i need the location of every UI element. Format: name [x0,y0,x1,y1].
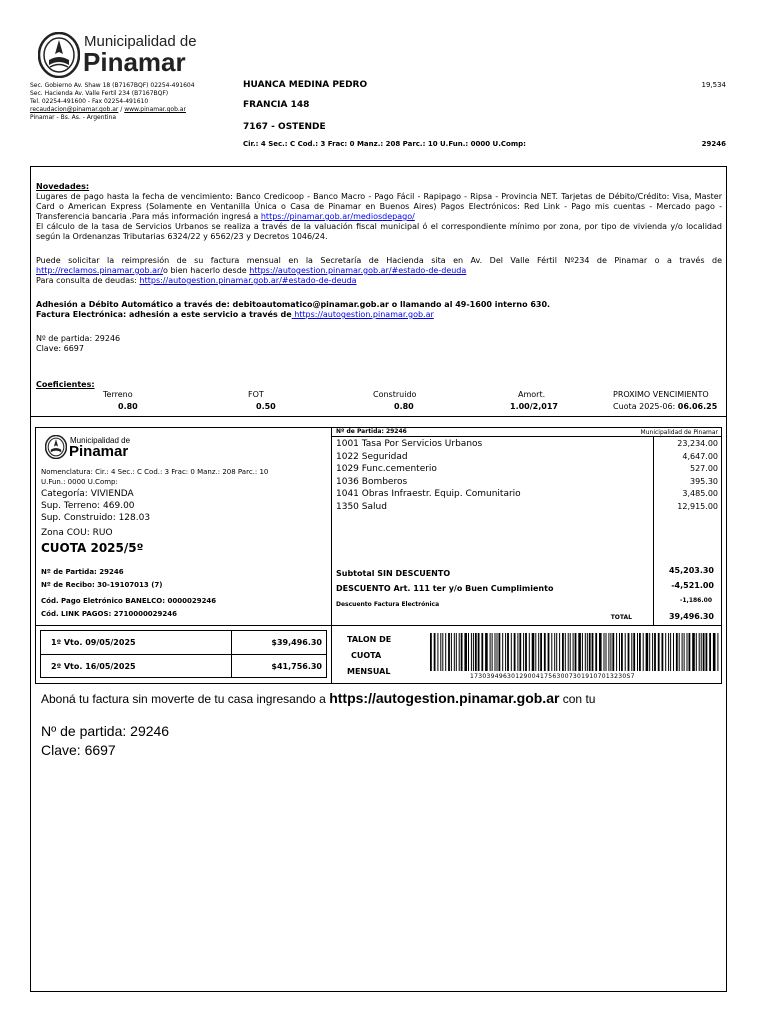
barcode-bar [448,633,450,671]
footer-message [41,690,595,706]
barcode-bar [633,633,635,671]
contact-line-3: Tel. 02254-491600 - Fax 02254-491610 [30,98,149,105]
barcode-bar [658,633,660,671]
vencimientos-row-rule [40,654,327,655]
footer-msg-text: Aboná tu factura sin moverte de tu casa ingresando a [41,692,330,706]
talon-nomenclature [41,467,268,487]
coef-terreno-label: Terreno [103,390,133,399]
barcode-bar [445,633,446,671]
coef-terreno-value: 0.80 [118,402,138,411]
barcode-bar [585,633,586,671]
novedades-tasa-calculo: El cálculo de la tasa de Servicios Urbanos se realiza a través de la valuación fiscal municipal ó el correspondiente mínimo por zona, por tipo de vivienda y/o localidad según la Ordenanzas Tributarias 6324/22 y 6562/23 y Decretos 1046/24. [36,222,722,241]
barcode-bar [551,633,552,671]
talon-divider [331,427,332,684]
coef-construido-label: Construido [373,390,417,399]
barcode-bar [665,633,666,671]
concept-item-amount: 23,234.00 [677,439,718,448]
novedades-title: Novedades: [36,182,90,191]
reimpresion-text-2: o bien hacerlo desde [163,266,250,275]
barcode-bar [478,633,480,671]
barcode-bar [456,633,457,671]
coef-construido-value: 0.80 [394,402,414,411]
barcode-bar [682,633,683,671]
concept-item-label: 1001 Tasa Por Servicios Urbanos [336,439,483,449]
barcode-bar [628,633,630,671]
barcode-bar [616,633,617,671]
barcode-bar [668,633,669,671]
barcode-bar [511,633,512,671]
barcode-bar [554,633,555,671]
concept-item-row [336,463,718,476]
concept-item-amount: 12,915.00 [677,501,718,511]
concept-item-amount: 527.00 [690,464,718,473]
barcode-bar [459,633,460,671]
barcode-bar [544,633,546,671]
contact-line-links [30,106,230,114]
concept-item-label: 1041 Obras Infraestr. Equip. Comunitario [336,489,521,499]
barcode-bar [538,633,539,671]
header-partida-number: 29246 [701,140,726,148]
barcode-bar [505,633,506,671]
barcode-bar [582,633,583,671]
barcode-bar [451,633,452,671]
talon-cuota: CUOTA 2025/5º [41,541,144,555]
desc-factura-value: -1,186.00 [679,597,712,604]
talon-banelco: Cód. Pago Eletrónico BANELCO: 0000029246 [41,597,217,605]
proximo-vencimiento [613,402,717,412]
talon-label [347,632,391,680]
barcode-bar [592,633,594,671]
barcode-bar [575,633,577,671]
contact-web-link[interactable]: www.pinamar.gob.ar [124,106,186,113]
barcode-bar [565,633,566,671]
barcode-bar [673,633,674,671]
barcode-bar [612,633,614,671]
barcode-bar [468,633,469,671]
proximo-vencimiento-label: PROXIMO VENCIMIENTO [613,390,709,399]
barcode-bar [570,633,571,671]
concept-item-row [336,438,718,451]
contact-block [30,82,230,122]
payment-barcode [430,633,720,671]
total-value: 39,496.30 [668,612,714,621]
footer-clave: Clave: 6697 [41,742,116,758]
talon-recibo: Nº de Recibo: 30-19107013 (7) [41,581,163,589]
barcode-bar [499,633,501,671]
barcode-bar [670,633,671,671]
footer-msg-text-2: con tu [559,692,596,706]
talon-partida-small: Nº de Partida: 29246 [336,428,407,435]
talon-muni-small: Municipalidad de Pinamar [640,429,718,436]
barcode-bar [637,633,638,671]
contact-line-1: Sec. Gobierno Av. Shaw 18 (B7167BQF) 02254-491604 [30,82,195,89]
barcode-bar [475,633,477,671]
medios-de-pago-link[interactable]: https://pinamar.gob.ar/mediosdepago/ [260,212,415,221]
novedades-debito: Adhesión a Débito Automático a través de: debitoautomatico@pinamar.gob.ar o llamando al 49-1600 interno 630. [36,300,551,309]
barcode-bar [654,633,656,671]
contact-line-2: Sec. Hacienda Av. Valle Fertil 234 (B7167BQF) [30,90,169,97]
descuento-label: DESCUENTO Art. 111 ter y/o Buen Cumplimiento [336,584,554,593]
coef-fot-value: 0.50 [256,402,276,411]
barcode-bar [692,633,695,671]
barcode-bar [687,633,688,671]
barcode-bar [625,633,626,671]
barcode-bar [696,633,697,671]
barcode-bar [461,633,463,671]
owner-address: FRANCIA 148 [243,100,310,110]
consulta-text: Para consulta de deudas: [36,276,140,285]
contact-email-link[interactable]: recaudacion@pinamar.gob.ar [30,106,119,113]
barcode-bar [481,633,483,671]
barcode-number: 17303949630129004175630073019107013230S7 [470,673,635,680]
subtotal-label: Subtotal SIN DESCUENTO [336,569,451,578]
barcode-bar [454,633,455,671]
estado-deuda-link-1[interactable]: https://autogestion.pinamar.gob.ar/#estado-de-deuda [249,266,467,275]
concept-item-row [336,488,718,501]
footer-autogestion-link[interactable]: https://autogestion.pinamar.gob.ar [329,690,560,706]
talon-property [41,488,150,539]
vto1-amount: $39,496.30 [271,638,322,647]
barcode-bar [519,633,521,671]
barcode-bar [676,633,678,671]
barcode-bar [573,633,574,671]
novedades-consulta [36,276,722,286]
barcode-bar [559,633,560,671]
factura-electronica-text: Factura Electrónica: adhesión a este servicio a través de [36,310,292,319]
barcode-bar [548,633,550,671]
talon-nomen-1: Nomenclatura: Cir.: 4 Sec.: C Cod.: 3 Frac: 0 Manz.: 208 Parc.: 10 [41,468,269,476]
barcode-bar [442,633,443,671]
talon-label-1: TALON DE [347,635,392,644]
desc-factura-label: Descuento Factura Electrónica [336,601,440,608]
barcode-bar [497,633,498,671]
vto1-label: 1º Vto. 09/05/2025 [51,638,136,647]
barcode-bar [464,633,467,671]
vto2-amount: $41,756.30 [271,662,322,671]
barcode-bar [701,633,702,671]
concept-item-amount: 3,485.00 [682,489,718,498]
proximo-cuota: Cuota 2025-06: [613,402,678,411]
barcode-bar [706,633,708,671]
barcode-bar [631,633,632,671]
talon-partida: Nº de Partida: 29246 [41,568,124,576]
concept-item-label: 1029 Func.cementerio [336,464,437,474]
barcode-bar [717,633,718,671]
footer-credentials [41,722,169,760]
brand-top: Municipalidad de [84,33,197,50]
barcode-bar [471,633,472,671]
concept-item-amount: 4,647.00 [682,451,718,461]
total-label: TOTAL [610,614,632,621]
coef-amort-label: Amort. [518,390,546,399]
reimpresion-text: Puede solicitar la reimpresión de su factura mensual en la Secretaría de Hacienda sita en Av. Del Valle Fértil Nº234 de Pinamar o a través de [36,256,722,265]
novedades-clave: Clave: 6697 [36,344,84,353]
owner-city: 7167 - OSTENDE [243,122,326,132]
barcode-bar [662,633,664,671]
barcode-bar [684,633,685,671]
autogestion-link-1[interactable]: https://autogestion.pinamar.gob.ar [291,310,434,319]
barcode-bar [490,633,491,671]
barcode-bar [430,633,432,671]
barcode-bar [440,633,441,671]
talon-sup-terreno: Sup. Terreno: 469.00 [41,501,135,511]
barcode-bar [540,633,542,671]
barcode-bar [434,633,436,671]
brand-name: Pinamar [83,47,186,77]
novedades-factura-electronica [36,310,722,320]
barcode-bar [523,633,524,671]
barcode-bar [646,633,649,671]
barcode-bar [652,633,653,671]
barcode-bar [473,633,474,671]
novedades-partida: Nº de partida: 29246 [36,334,121,343]
barcode-bar [679,633,680,671]
barcode-bar [587,633,588,671]
coef-amort-value: 1.00/2,017 [510,402,558,411]
footer-partida: Nº de partida: 29246 [41,723,170,739]
talon-categoria: Categoría: VIVIENDA [41,489,134,499]
municipal-shield-icon [38,32,80,78]
talon-bottom-rule [35,625,722,626]
barcode-bar [556,633,557,671]
concept-item-label: 1350 Salud [336,501,387,512]
barcode-bar [713,633,716,671]
concept-item-row [336,451,718,464]
concept-item-row [336,476,718,489]
talon-codes [41,566,216,621]
barcode-bar [517,633,518,671]
coef-fot-label: FOT [248,390,264,399]
estado-deuda-link-2[interactable]: https://autogestion.pinamar.gob.ar/#estado-de-deuda [139,276,357,285]
barcode-bar [639,633,641,671]
contact-line-4: Pinamar - Bs. As. - Argentina [30,114,117,121]
novedades-reimpresion [36,256,722,276]
reclamos-link[interactable]: http://reclamos.pinamar.gob.ar/ [36,266,164,275]
barcode-bar [709,633,711,671]
concept-items [336,438,718,513]
barcode-bar [562,633,564,671]
barcode-bar [689,633,691,671]
barcode-bar [619,633,620,671]
barcode-bar [608,633,609,671]
barcode-bar [578,633,581,671]
coeficientes-title: Coeficientes: [36,380,95,389]
concept-item-row [336,501,718,514]
concept-item-amount: 395.30 [690,476,718,486]
talon-zona: Zona COU: RUO [41,528,113,538]
barcode-bar [643,633,644,671]
talon-brand-top: Municipalidad de [70,436,131,445]
barcode-bar [703,633,705,671]
talon-sup-construido: Sup. Construido: 128.03 [41,513,151,523]
barcode-bar [699,633,700,671]
barcode-bar [437,633,438,671]
barcode-bar [649,633,650,671]
barcode-bar [621,633,623,671]
barcode-bar [532,633,535,671]
barcode-bar [495,633,496,671]
talon-shield-icon [45,435,67,459]
vencimientos-col-rule [231,630,232,678]
subtotal-value: 45,203.30 [668,566,714,575]
barcode-bar [604,633,605,671]
vto2-label: 2º Vto. 16/05/2025 [51,662,136,671]
barcode-bar [589,633,591,671]
talon-nomen-2: U.Fun.: 0000 U.Comp: [41,478,118,486]
talon-label-2: CUOTA [351,651,382,660]
concept-item-label: 1036 Bomberos [336,476,408,487]
talon-link-pagos: Cód. LINK PAGOS: 2710000029246 [41,610,178,618]
concept-item-label: 1022 Seguridad [336,451,408,462]
contact-sep: / [118,106,125,113]
barcode-bar [485,633,488,671]
barcode-bar [568,633,569,671]
barcode-bar [599,633,602,671]
barcode-bar [525,633,527,671]
barcode-bar [595,633,597,671]
header [0,0,768,165]
ref-number: 19,534 [701,81,726,89]
owner-name: HUANCA MEDINA PEDRO [243,80,368,90]
barcode-bar [606,633,607,671]
barcode-bar [502,633,503,671]
barcode-bar [507,633,509,671]
talon-label-3: MENSUAL [347,667,391,676]
proximo-date: 06.06.25 [677,402,718,411]
descuento-value: -4,521.00 [671,581,714,590]
section-divider [30,416,727,417]
novedades-section [36,182,722,354]
barcode-bar [529,633,530,671]
barcode-bar [492,633,493,671]
talon-top-rule [331,436,722,437]
payment-places-text: Lugares de pago hasta la fecha de vencimiento: Banco Credicoop - Banco Macro - Pago Fácil - Rapipago - Ripsa - Provincia NET. Tarjetas de Débito/Crédito: Visa, Master Card o American Express (Solamente en Ventanilla Única o Casa de Pinamar en Buenos Aires) Pagos Electrónicos: Red Link - Pago mis cuentas - Mercado pago -Transferencia bancaria .Para más información ingresá a [36,192,722,221]
header-nomenclature: Cir.: 4 Sec.: C Cod.: 3 Frac: 0 Manz.: 208 Parc.: 10 U.Fun.: 0000 U.Comp: [243,140,526,148]
barcode-bar [610,633,611,671]
barcode-bar [535,633,536,671]
talon-brand-name: Pinamar [69,443,129,460]
barcode-bar [514,633,516,671]
novedades-payment-places [36,192,722,222]
